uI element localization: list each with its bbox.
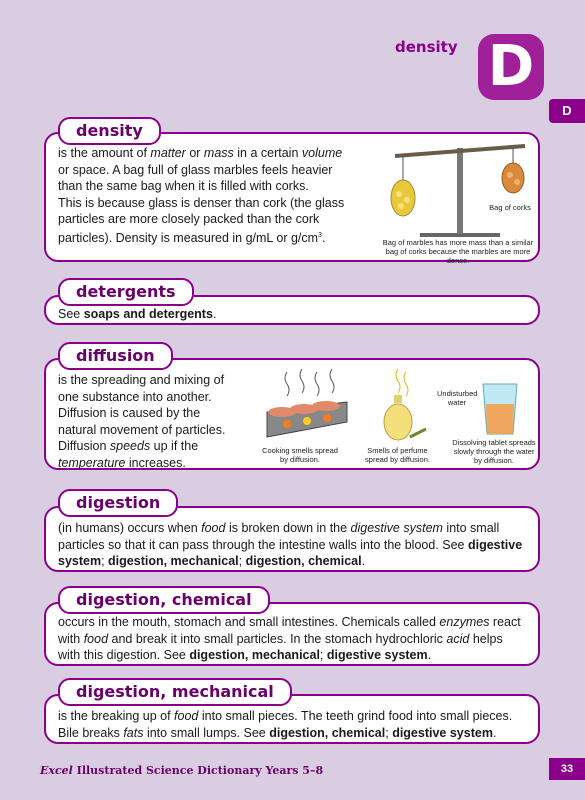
entry-term: density bbox=[58, 117, 161, 145]
side-letter-tab: D bbox=[549, 99, 585, 123]
entry-definition: (in humans) occurs when food is broken down in the digestive system into small particles so that it can pass through the intestine walls into the blood. See digestive system; digestion, mechanical; digestion, chemical. bbox=[58, 521, 523, 568]
guide-word: density bbox=[395, 38, 458, 56]
perfume-bottle-illustration bbox=[370, 367, 430, 442]
caption-balance: Bag of marbles has more mass than a similar bag of corks because the marbles are more dense. bbox=[382, 238, 534, 265]
footer-book-title: Illustrated Science Dictionary Years 5–8 bbox=[76, 764, 324, 777]
caption-cooking-smells: Cooking smells spread by diffusion. bbox=[262, 446, 338, 464]
footer-brand: Excel bbox=[40, 764, 73, 777]
entry-term: digestion, chemical bbox=[58, 586, 270, 614]
entry-definition: is the breaking up of food into small pieces. The teeth grind food into small pieces. Bile breaks fats into small lumps. See digestion, chemical; digestive system. bbox=[58, 709, 513, 740]
barbecue-illustration bbox=[262, 367, 352, 442]
entry-definition: occurs in the mouth, stomach and small intestines. Chemicals called enzymes react with food and break it into small particles. In the stomach hydrochloric acid helps with this digestion. See digestion, mechanical; digestive system. bbox=[58, 615, 521, 662]
balance-scale-illustration bbox=[385, 138, 535, 238]
entry-term: diffusion bbox=[58, 342, 173, 370]
caption-undisturbed-water: Undisturbed water bbox=[437, 389, 478, 407]
glass-of-water-illustration bbox=[480, 382, 520, 437]
entry-definition: is the amount of matter or mass in a certain volume or space. A bag full of glass marbles feels heavier than the same bag when it is filled with corks. This is because glass is denser than cork (the glass particles are more closely packed than the cork particles). Density is measured in g/mL or $g/cm^3$. bbox=[58, 146, 345, 245]
entry-term: digestion bbox=[58, 489, 178, 517]
caption-bag-of-corks: Bag of corks bbox=[489, 203, 531, 212]
entry-term: digestion, mechanical bbox=[58, 678, 292, 706]
page-number: 33 bbox=[549, 758, 585, 780]
caption-perfume: Smells of perfume spread by diffusion. bbox=[365, 446, 430, 464]
entry-definition: See soaps and detergents. bbox=[58, 307, 217, 321]
footer-title bbox=[40, 764, 323, 777]
section-letter: D bbox=[478, 34, 544, 100]
entry-term: detergents bbox=[58, 278, 194, 306]
caption-dissolving-tablet: Dissolving tablet spreads slowly through the water by diffusion. bbox=[452, 438, 536, 465]
entry-definition: is the spreading and mixing of one substance into another. Diffusion is caused by the natural movement of particles. Diffusion speeds up if the temperature increases. bbox=[58, 373, 226, 470]
